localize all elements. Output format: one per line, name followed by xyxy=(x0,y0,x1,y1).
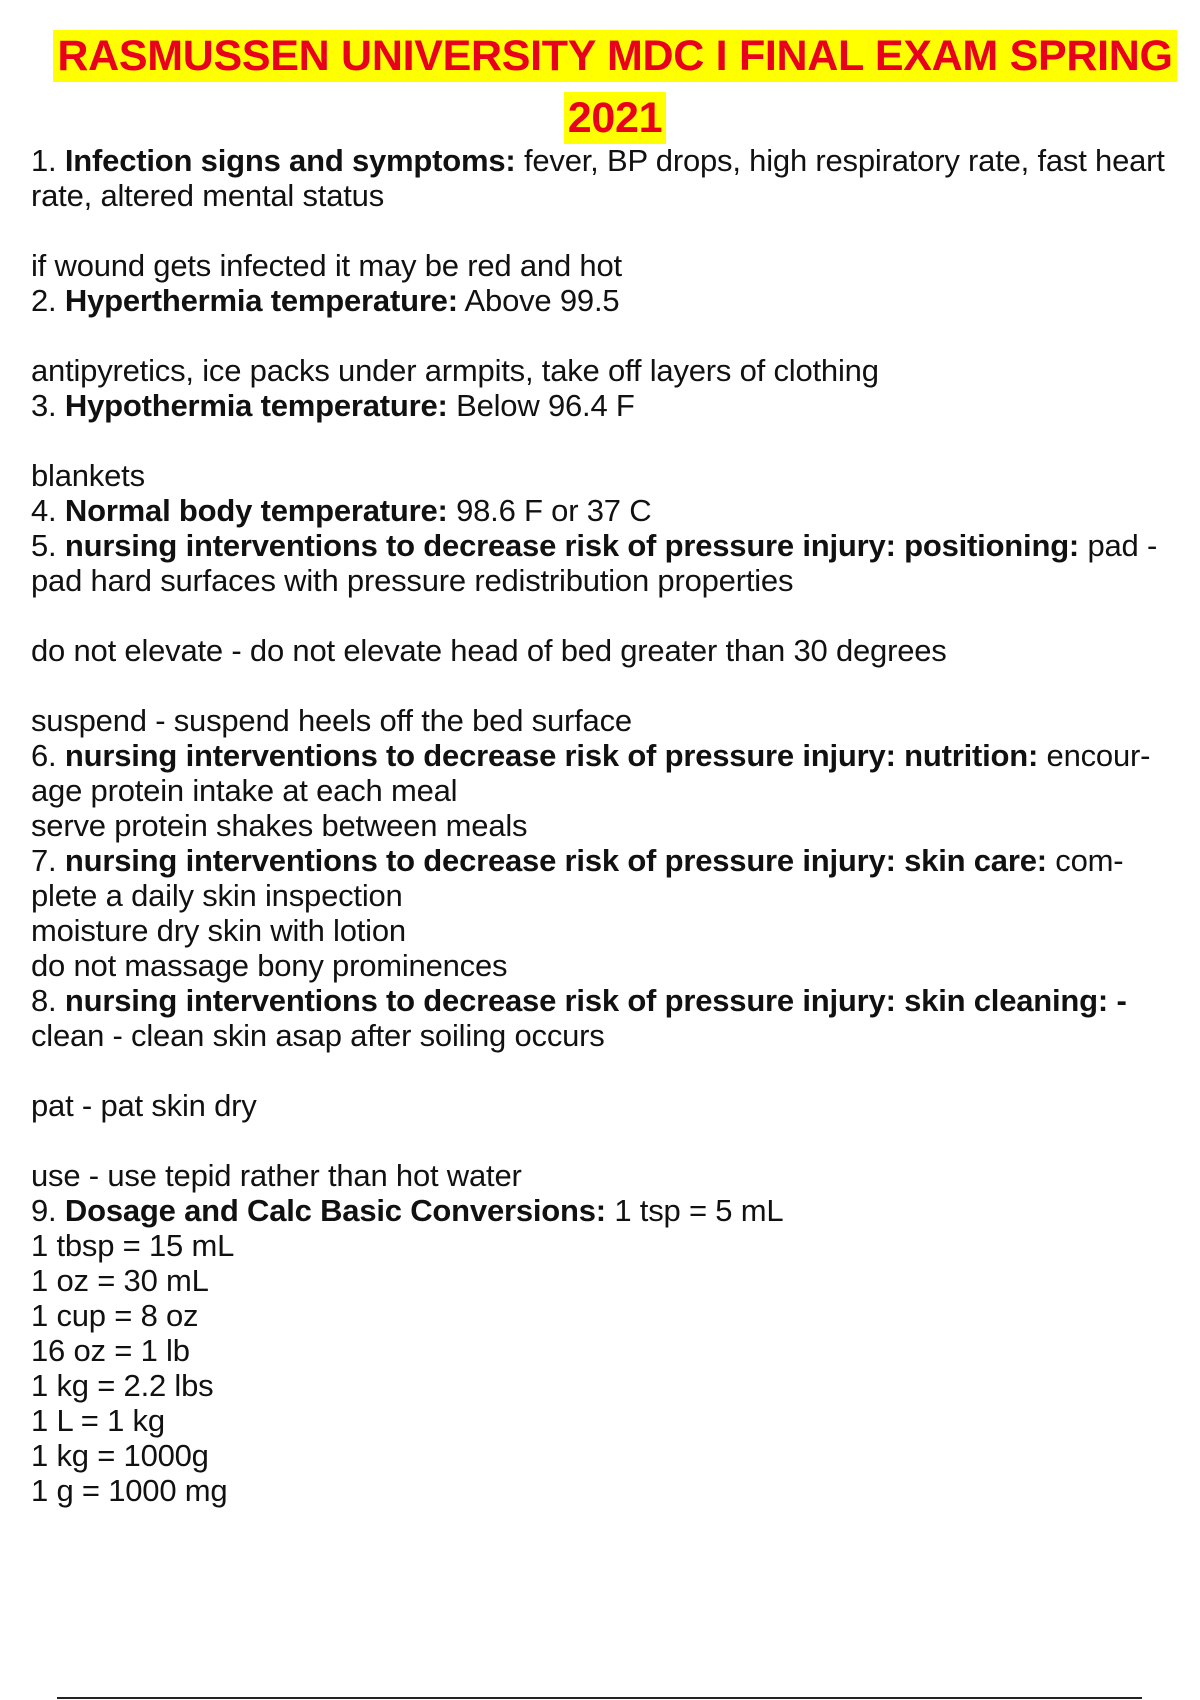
item-6-line: serve protein shakes between meals xyxy=(31,808,528,843)
conversion-line: 1 kg = 2.2 lbs xyxy=(31,1368,214,1403)
conversion-line: 1 kg = 1000g xyxy=(31,1438,209,1473)
item-4-term: Normal body temperature: xyxy=(64,493,448,528)
item-2-note: antipyretics, ice packs under armpits, take off layers of clothing xyxy=(31,353,879,388)
item-6-term: nursing interventions to decrease risk of pressure injury: nutrition: xyxy=(64,738,1039,773)
conversion-line: 16 oz = 1 lb xyxy=(31,1333,190,1368)
item-9-term: Dosage and Calc Basic Conversions: xyxy=(64,1193,606,1228)
item-1-term: Infection signs and symptoms: xyxy=(64,143,516,178)
item-8-term: nursing interventions to decrease risk of pressure injury: skin cleaning: - xyxy=(64,983,1127,1018)
item-5-note-2: suspend - suspend heels off the bed surface xyxy=(31,703,632,738)
document-title xyxy=(30,30,1200,154)
item-7-line: do not massage bony prominences xyxy=(31,948,508,983)
item-1-continuation: rate, altered mental status xyxy=(31,178,385,213)
item-5: 5. nursing interventions to decrease risk of pressure injury: positioning: pad - xyxy=(31,528,1158,563)
item-3: 3. Hypothermia temperature: Below 96.4 F xyxy=(31,388,635,423)
conversion-line: 1 tbsp = 15 mL xyxy=(31,1228,235,1263)
conversion-line: 1 cup = 8 oz xyxy=(31,1298,199,1333)
item-5-note-1: do not elevate - do not elevate head of bed greater than 30 degrees xyxy=(31,633,947,668)
item-5-continuation: pad hard surfaces with pressure redistribution properties xyxy=(31,563,794,598)
footer-divider xyxy=(57,1697,1142,1699)
item-6: 6. nursing interventions to decrease risk of pressure injury: nutrition: encour- xyxy=(31,738,1151,773)
title-line-2: 2021 xyxy=(564,92,666,144)
item-8: 8. nursing interventions to decrease risk of pressure injury: skin cleaning: - xyxy=(31,983,1127,1018)
item-2: 2. Hyperthermia temperature: Above 99.5 xyxy=(31,283,620,318)
item-8-note-1: pat - pat skin dry xyxy=(31,1088,257,1123)
item-7-line: moisture dry skin with lotion xyxy=(31,913,406,948)
item-3-note: blankets xyxy=(31,458,145,493)
item-8-continuation: clean - clean skin asap after soiling occurs xyxy=(31,1018,605,1053)
item-1-note: if wound gets infected it may be red and hot xyxy=(31,248,622,283)
item-5-term: nursing interventions to decrease risk of pressure injury: positioning: xyxy=(64,528,1080,563)
conversion-line: 1 L = 1 kg xyxy=(31,1403,165,1438)
conversion-line: 1 g = 1000 mg xyxy=(31,1473,228,1508)
document-body xyxy=(31,143,1200,1508)
item-3-term: Hypothermia temperature: xyxy=(64,388,448,423)
item-7: 7. nursing interventions to decrease risk of pressure injury: skin care: com- xyxy=(31,843,1124,878)
item-7-line: plete a daily skin inspection xyxy=(31,878,403,913)
conversion-line: 1 oz = 30 mL xyxy=(31,1263,209,1298)
title-line-1: RASMUSSEN UNIVERSITY MDC I FINAL EXAM SPRING xyxy=(53,30,1176,82)
item-8-note-2: use - use tepid rather than hot water xyxy=(31,1158,522,1193)
item-2-term: Hyperthermia temperature: xyxy=(64,283,458,318)
item-7-term: nursing interventions to decrease risk of pressure injury: skin care: xyxy=(64,843,1047,878)
item-1: 1. Infection signs and symptoms: fever, BP drops, high respiratory rate, fast heart xyxy=(31,143,1165,178)
item-4: 4. Normal body temperature: 98.6 F or 37 C xyxy=(31,493,652,528)
item-9: 9. Dosage and Calc Basic Conversions: 1 tsp = 5 mL xyxy=(31,1193,784,1228)
item-6-line: age protein intake at each meal xyxy=(31,773,458,808)
